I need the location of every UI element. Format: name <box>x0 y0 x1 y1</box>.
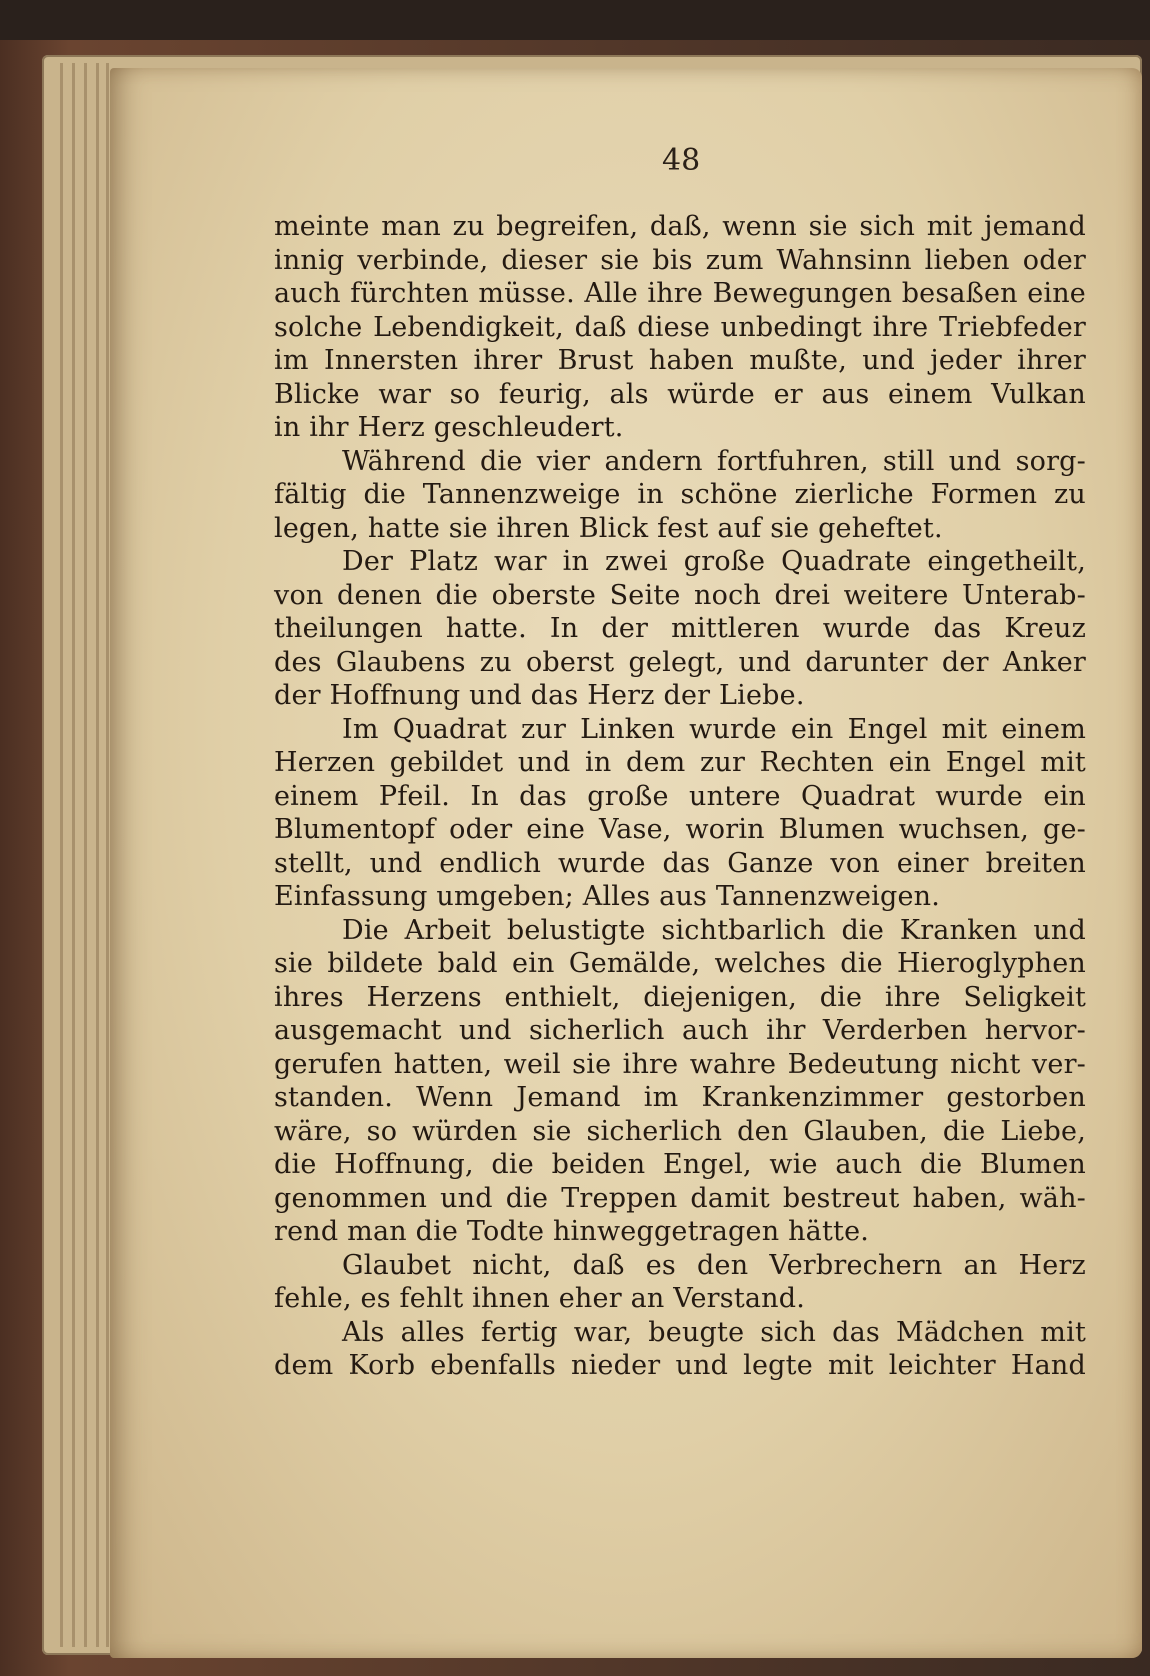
text-line: von denen die oberste Seite noch drei weitere Unterab- <box>274 579 1086 611</box>
page-edge <box>84 63 87 1647</box>
text-line: Blumentopf oder eine Vase, worin Blumen wuchsen, ge- <box>274 814 1086 845</box>
text-line: Während die vier andern fortfuhren, still und sorg- <box>342 445 1086 477</box>
text-line: solche Lebendigkeit, daß diese unbedingt ihre Triebfeder <box>274 311 1086 343</box>
text-line: Glaubet nicht, daß es den Verbrechern an Herz <box>342 1249 1086 1281</box>
text-line: des Glaubens zu oberst gelegt, und darunter der Anker <box>274 646 1086 678</box>
text-line: dem Korb ebenfalls nieder und legte mit leichter Hand <box>274 1350 1086 1381</box>
text-line: legen, hatte sie ihren Blick fest auf sie geheftet. <box>274 512 943 544</box>
text-line: genommen und die Treppen damit bestreut haben, wäh- <box>274 1182 1086 1214</box>
text-line: wäre, so würden sie sicherlich den Glauben, die Liebe, <box>274 1115 1086 1147</box>
page-edge <box>60 63 63 1647</box>
text-line: stellt, und endlich wurde das Ganze von einer breiten <box>274 847 1086 879</box>
text-line: standen. Wenn Jemand im Krankenzimmer gestorben <box>274 1082 1086 1113</box>
text-line: Im Quadrat zur Linken wurde ein Engel mit einem <box>342 713 1086 745</box>
page-number: 48 <box>662 143 701 178</box>
text-line: meinte man zu begreifen, daß, wenn sie sich mit jemand <box>274 211 1086 242</box>
text-line: theilungen hatte. In der mittleren wurde das Kreuz <box>274 613 1086 644</box>
text-line: sie bildete bald ein Gemälde, welches die Hieroglyphen <box>274 948 1086 979</box>
text-line: Als alles fertig war, beugte sich das Mädchen mit <box>342 1316 1086 1348</box>
text-line: Blicke war so feurig, als würde er aus einem Vulkan <box>274 378 1086 410</box>
page-text <box>274 210 1086 1383</box>
text-line: Die Arbeit belustigte sichtbarlich die Kranken und <box>342 914 1086 946</box>
page-edge <box>96 63 99 1647</box>
text-line: innig verbinde, dieser sie bis zum Wahnsinn lieben oder <box>274 244 1086 276</box>
text-line: in ihr Herz geschleudert. <box>274 412 624 443</box>
text-line: Herzen gebildet und in dem zur Rechten ein Engel mit <box>274 747 1086 778</box>
text-line: einem Pfeil. In das große untere Quadrat wurde ein <box>274 780 1086 812</box>
text-line: fältig die Tannenzweige in schöne zierliche Formen zu <box>274 479 1086 510</box>
text-line: ihres Herzens enthielt, diejenigen, die ihre Seligkeit <box>274 981 1086 1013</box>
text-line: rend man die Todte hinweggetragen hätte. <box>274 1216 870 1247</box>
text-line: die Hoffnung, die beiden Engel, wie auch die Blumen <box>274 1149 1086 1180</box>
text-line: gerufen hatten, weil sie ihre wahre Bedeutung nicht ver- <box>274 1048 1086 1080</box>
text-line: im Innersten ihrer Brust haben mußte, und jeder ihrer <box>274 345 1086 376</box>
text-line: der Hoffnung und das Herz der Liebe. <box>274 680 805 711</box>
text-line: fehle, es fehlt ihnen eher an Verstand. <box>274 1283 806 1314</box>
text-line: auch fürchten müsse. Alle ihre Bewegungen besaßen eine <box>274 278 1086 309</box>
text-line: Der Platz war in zwei große Quadrate eingetheilt, <box>342 546 1086 577</box>
page-edge <box>72 63 75 1647</box>
text-line: ausgemacht und sicherlich auch ihr Verderben hervor- <box>274 1015 1086 1046</box>
text-line: Einfassung umgeben; Alles aus Tannenzweigen. <box>274 881 941 912</box>
page-edge <box>106 63 109 1647</box>
